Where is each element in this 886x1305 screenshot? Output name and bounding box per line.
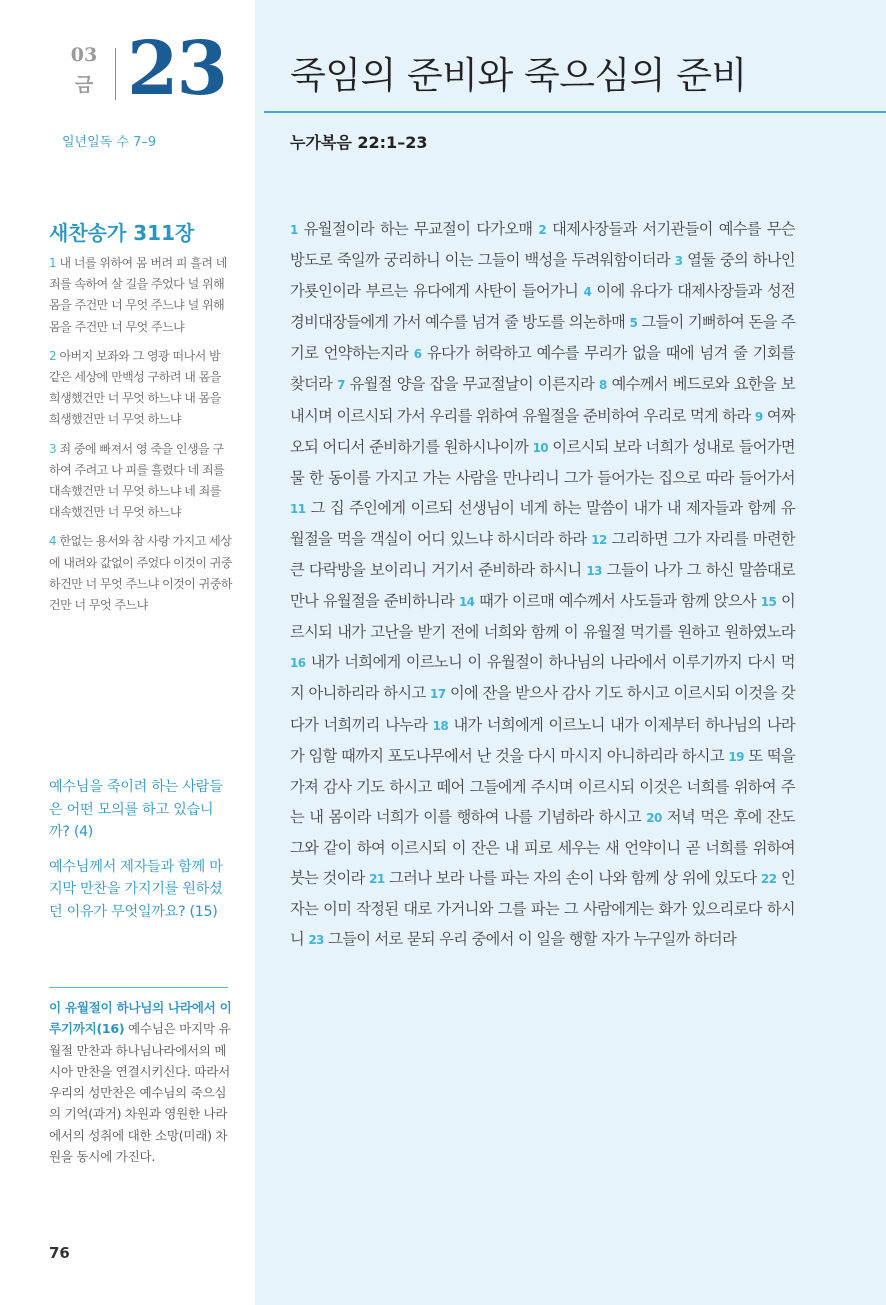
weekday: 금 (74, 74, 94, 96)
verse-number: 9 (754, 409, 763, 424)
verse-number: 23 (308, 933, 324, 948)
verse-text: 그 집 주인에게 이르되 선생님이 네게 하는 말씀이 내가 내 제자들과 함께 유월절을 먹을 객실이 어디 있느냐 하시더라 하라 (290, 498, 795, 548)
sidebar-divider (49, 987, 228, 988)
verse-text: 또 떡을 가져 감사 기도 하시고 떼어 그들에게 주시며 이르시되 이것은 너희를 위하여 주는 내 몸이라 너희가 이를 행하여 나를 기념하라 하시고 (290, 746, 796, 826)
verse-number: 21 (369, 871, 385, 886)
scripture-verse (337, 375, 594, 393)
verse-number: 18 (432, 718, 449, 733)
date-divider (115, 48, 116, 100)
hymn-verse (49, 531, 232, 616)
verse-text: 이르시되 내가 고난을 받기 전에 너희와 함께 이 유월절 먹기를 원하고 원하였노라 (290, 592, 796, 642)
verse-text: 그들이 나가 그 하신 말씀대로 만나 유월절을 준비하니라 (290, 561, 795, 611)
verse-number: 5 (629, 316, 638, 331)
verse-text: 여짜오되 어디서 준비하기를 원하시나이까 (290, 406, 796, 456)
commentary-highlight: 이 유월절이 하나님의 나라에서 이루기까지(16) (49, 1000, 232, 1037)
verse-text: 그리하면 그가 자리를 마련한 큰 다락방을 보이리니 거기서 준비하라 하시니 (290, 529, 795, 580)
hymn-verse-number: 3 (49, 441, 57, 456)
verse-number: 13 (586, 564, 602, 579)
study-questions (49, 776, 232, 935)
verse-text: 유다가 허락하고 예수를 무리가 없을 때에 넘겨 줄 기회를 찾더라 (290, 344, 796, 394)
hymn-verse-number: 1 (49, 256, 57, 270)
scripture-verse (290, 220, 533, 238)
hymn-verse (49, 439, 232, 524)
study-question: 예수님을 죽이려 하는 사람들은 어떤 모의를 하고 있습니까? (4) (49, 779, 223, 840)
hymn-lyrics (49, 253, 232, 624)
sidebar (0, 0, 255, 1305)
verse-text: 그들이 서로 묻되 우리 중에서 이 일을 행할 자가 누구일까 하더라 (328, 930, 737, 949)
title-underline (264, 111, 886, 113)
hymn-verse-number: 4 (49, 534, 57, 549)
verse-number: 17 (429, 687, 446, 702)
verse-text: 대제사장들과 서기관들이 예수를 무슨 방도로 죽일까 궁리하니 이는 그들이 백성을 두려워함이더라 (290, 220, 795, 270)
verse-number: 22 (761, 871, 777, 886)
page-title: 죽임의 준비와 죽으심의 준비 (290, 54, 747, 97)
verse-number: 1 (290, 223, 298, 237)
verse-number: 2 (538, 223, 547, 237)
verse-text: 때가 이르매 예수께서 사도들과 함께 앉으사 (479, 592, 756, 611)
scripture-reference: 누가복음 22:1–23 (290, 133, 428, 152)
verse-number: 3 (674, 254, 683, 269)
verse-number: 10 (532, 440, 549, 455)
scripture-verse (308, 930, 736, 948)
verse-text: 내가 너희에게 이르노니 내가 이제부터 하나님의 나라가 임할 때까지 포도나무에서 난 것을 다시 마시지 아니하리라 하시고 (290, 715, 795, 765)
month-number: 03 (70, 44, 98, 66)
verse-number: 4 (583, 285, 592, 300)
reading-plan-label: 일년일독 (62, 135, 113, 150)
study-question: 예수님께서 제자들과 함께 마지막 만찬을 가지기를 원하셨던 이유가 무엇일까요? (15) (49, 858, 223, 920)
verse-text: 그러나 보라 나를 파는 자의 손이 나와 함께 상 위에 있도다 (389, 868, 757, 887)
hymn-verse (49, 346, 232, 431)
verse-text: 열둘 중의 하나인 가룟인이라 부르는 유다에게 사탄이 들어가니 (290, 251, 795, 301)
verse-text: 내가 너희에게 이르노니 이 유월절이 하나님의 나라에서 이루기까지 다시 먹지 아니하리라 하시고 (290, 653, 795, 703)
reading-plan (62, 131, 156, 150)
verse-number: 12 (591, 532, 607, 547)
verse-number: 11 (290, 501, 306, 516)
hymn-verse-text: 아버지 보좌와 그 영광 떠나서 밤 같은 세상에 만백성 구하려 내 몸을 희생했건만 너 무엇 하느냐 내 몸을 희생했건만 너 무엇 하느냐 (49, 348, 221, 427)
verse-text: 예수께서 베드로와 요한을 보내시며 이르시되 가서 우리를 위하여 유월절을 준비하여 우리로 먹게 하라 (290, 375, 795, 425)
verse-number: 8 (599, 378, 607, 393)
verse-number: 19 (728, 749, 744, 764)
date-month-weekday (62, 44, 106, 96)
scripture-verse (459, 592, 756, 610)
scripture-verse (369, 869, 756, 887)
hymn-verse-text: 내 너를 위하여 몸 버려 피 흘려 네 죄를 속하여 살 길을 주었다 널 위해 몸을 주건만 너 무엇 주느냐 널 위해 몸을 주건만 너 무엇 주느냐 (49, 256, 227, 334)
commentary-note (49, 997, 233, 1167)
verse-number: 20 (646, 810, 662, 825)
verse-text: 이에 유다가 대제사장들과 성전 경비대장들에게 가서 예수를 넘겨 줄 방도를 의논하매 (290, 282, 795, 332)
verse-number: 7 (337, 378, 345, 393)
hymn-verse (49, 253, 232, 338)
verse-text: 인자는 이미 작정된 대로 가거니와 그를 파는 그 사람에게는 화가 있으리로다 하시니 (290, 868, 796, 949)
verse-text: 저녁 먹은 후에 잔도 그와 같이 하여 이르시되 이 잔은 내 피로 세우는 새 언약이니 곧 너희를 위하여 붓는 것이라 (290, 807, 795, 887)
hymn-verse-text: 죄 중에 빠져서 영 죽을 인생을 구하여 주려고 나 피를 흘렸다 네 죄를 대속했건만 너 무엇 하느냐 네 죄를 대속했건만 너 무엇 하느냐 (49, 441, 225, 520)
hymn-title: 새찬송가 311장 (49, 221, 195, 245)
reading-plan-value: 수 7–9 (116, 135, 157, 150)
verse-text: 유월절이라 하는 무교절이 다가오매 (303, 220, 533, 238)
hymn-verse-number: 2 (49, 348, 57, 363)
commentary-text: 예수님은 마지막 유월절 만찬과 하나님나라에서의 메시아 만찬을 연결시키신다. 따라서 우리의 성만찬은 예수님의 죽으심의 기억(과거) 차원과 영원한 나라에서의 성취에 대한 소망(미래) 차원을 동시에 가진다. (49, 1021, 231, 1165)
verse-text: 유월절 양을 잡을 무교절날이 이른지라 (349, 375, 595, 394)
verse-text: 이에 잔을 받으사 감사 기도 하시고 이르시되 이것을 갖다가 너희끼리 나누라 (290, 684, 796, 734)
scripture-text (290, 214, 795, 955)
verse-number: 14 (458, 595, 475, 610)
verse-text: 그들이 기뻐하여 돈을 주기로 언약하는지라 (290, 313, 795, 363)
verse-number: 16 (290, 656, 306, 671)
verse-number: 6 (413, 347, 422, 362)
hymn-verse-text: 한없는 용서와 참 사랑 가지고 세상에 내려와 값없이 주었다 이것이 귀중하건만 너 무엇 주느냐 이것이 귀중하건만 너 무엇 주느냐 (49, 534, 232, 613)
verse-text: 이르시되 보라 너희가 성내로 들어가면 물 한 동이를 가지고 가는 사람을 만나리니 그가 들어가는 집으로 따라 들어가서 (290, 437, 795, 487)
page-number: 76 (49, 1244, 70, 1262)
day-number: 23 (127, 26, 226, 112)
verse-number: 15 (760, 595, 777, 610)
